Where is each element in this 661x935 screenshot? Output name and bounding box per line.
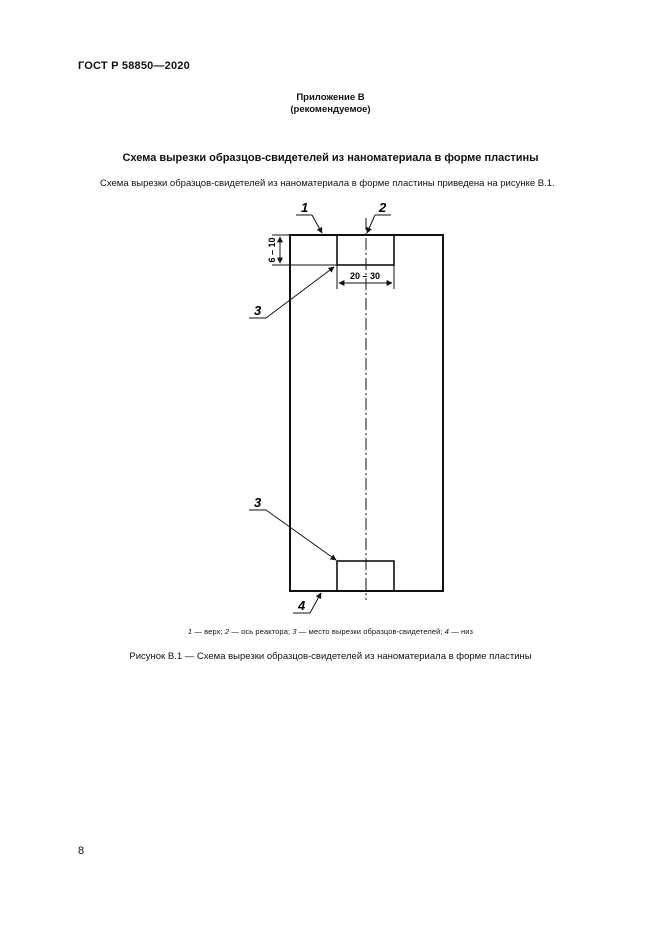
figure-legend xyxy=(0,627,661,636)
callout-bottom: 4 xyxy=(298,598,306,613)
figure-caption: Рисунок В.1 — Схема вырезки образцов-свидетелей из наноматериала в форме пластины xyxy=(129,651,532,662)
callout-axis-leader xyxy=(367,215,375,233)
callout-bottom-leader xyxy=(310,593,321,613)
height-dimension-label: 6 – 10 xyxy=(267,237,277,263)
legend-text-3: — место вырезки образцов-свидетелей; xyxy=(296,627,445,636)
callout-top: 1 xyxy=(301,200,309,215)
annex-label: Приложение В xyxy=(296,92,365,103)
legend-num-1: 1 xyxy=(187,627,193,636)
callout-top-leader xyxy=(312,215,322,233)
legend-num-3: 3 xyxy=(292,627,297,636)
page-number: 8 xyxy=(78,845,85,857)
annex-status: (рекомендуемое) xyxy=(290,104,371,115)
legend-text-1: — верх; xyxy=(192,627,225,636)
legend-num-4: 4 xyxy=(444,627,450,636)
callout-axis: 2 xyxy=(379,200,387,215)
section-heading: Схема вырезки образцов-свидетелей из наноматериала в форме пластины xyxy=(122,152,539,164)
legend-text-2: — ось реактора; xyxy=(229,627,293,636)
intro-paragraph: Схема вырезки образцов-свидетелей из наноматериала в форме пластины приведена на рисунке В.1. xyxy=(100,178,555,189)
width-dimension-label: 20 – 30 xyxy=(349,271,381,281)
legend-text-4: — низ xyxy=(449,627,474,636)
callout-cut-lower: 3 xyxy=(254,495,262,510)
document-code: ГОСТ Р 58850—2020 xyxy=(78,60,190,72)
legend-num-2: 2 xyxy=(224,627,230,636)
callout-cut-upper: 3 xyxy=(254,303,262,318)
callout-cut-upper-leader xyxy=(266,267,334,318)
callout-cut-lower-leader xyxy=(266,510,336,560)
